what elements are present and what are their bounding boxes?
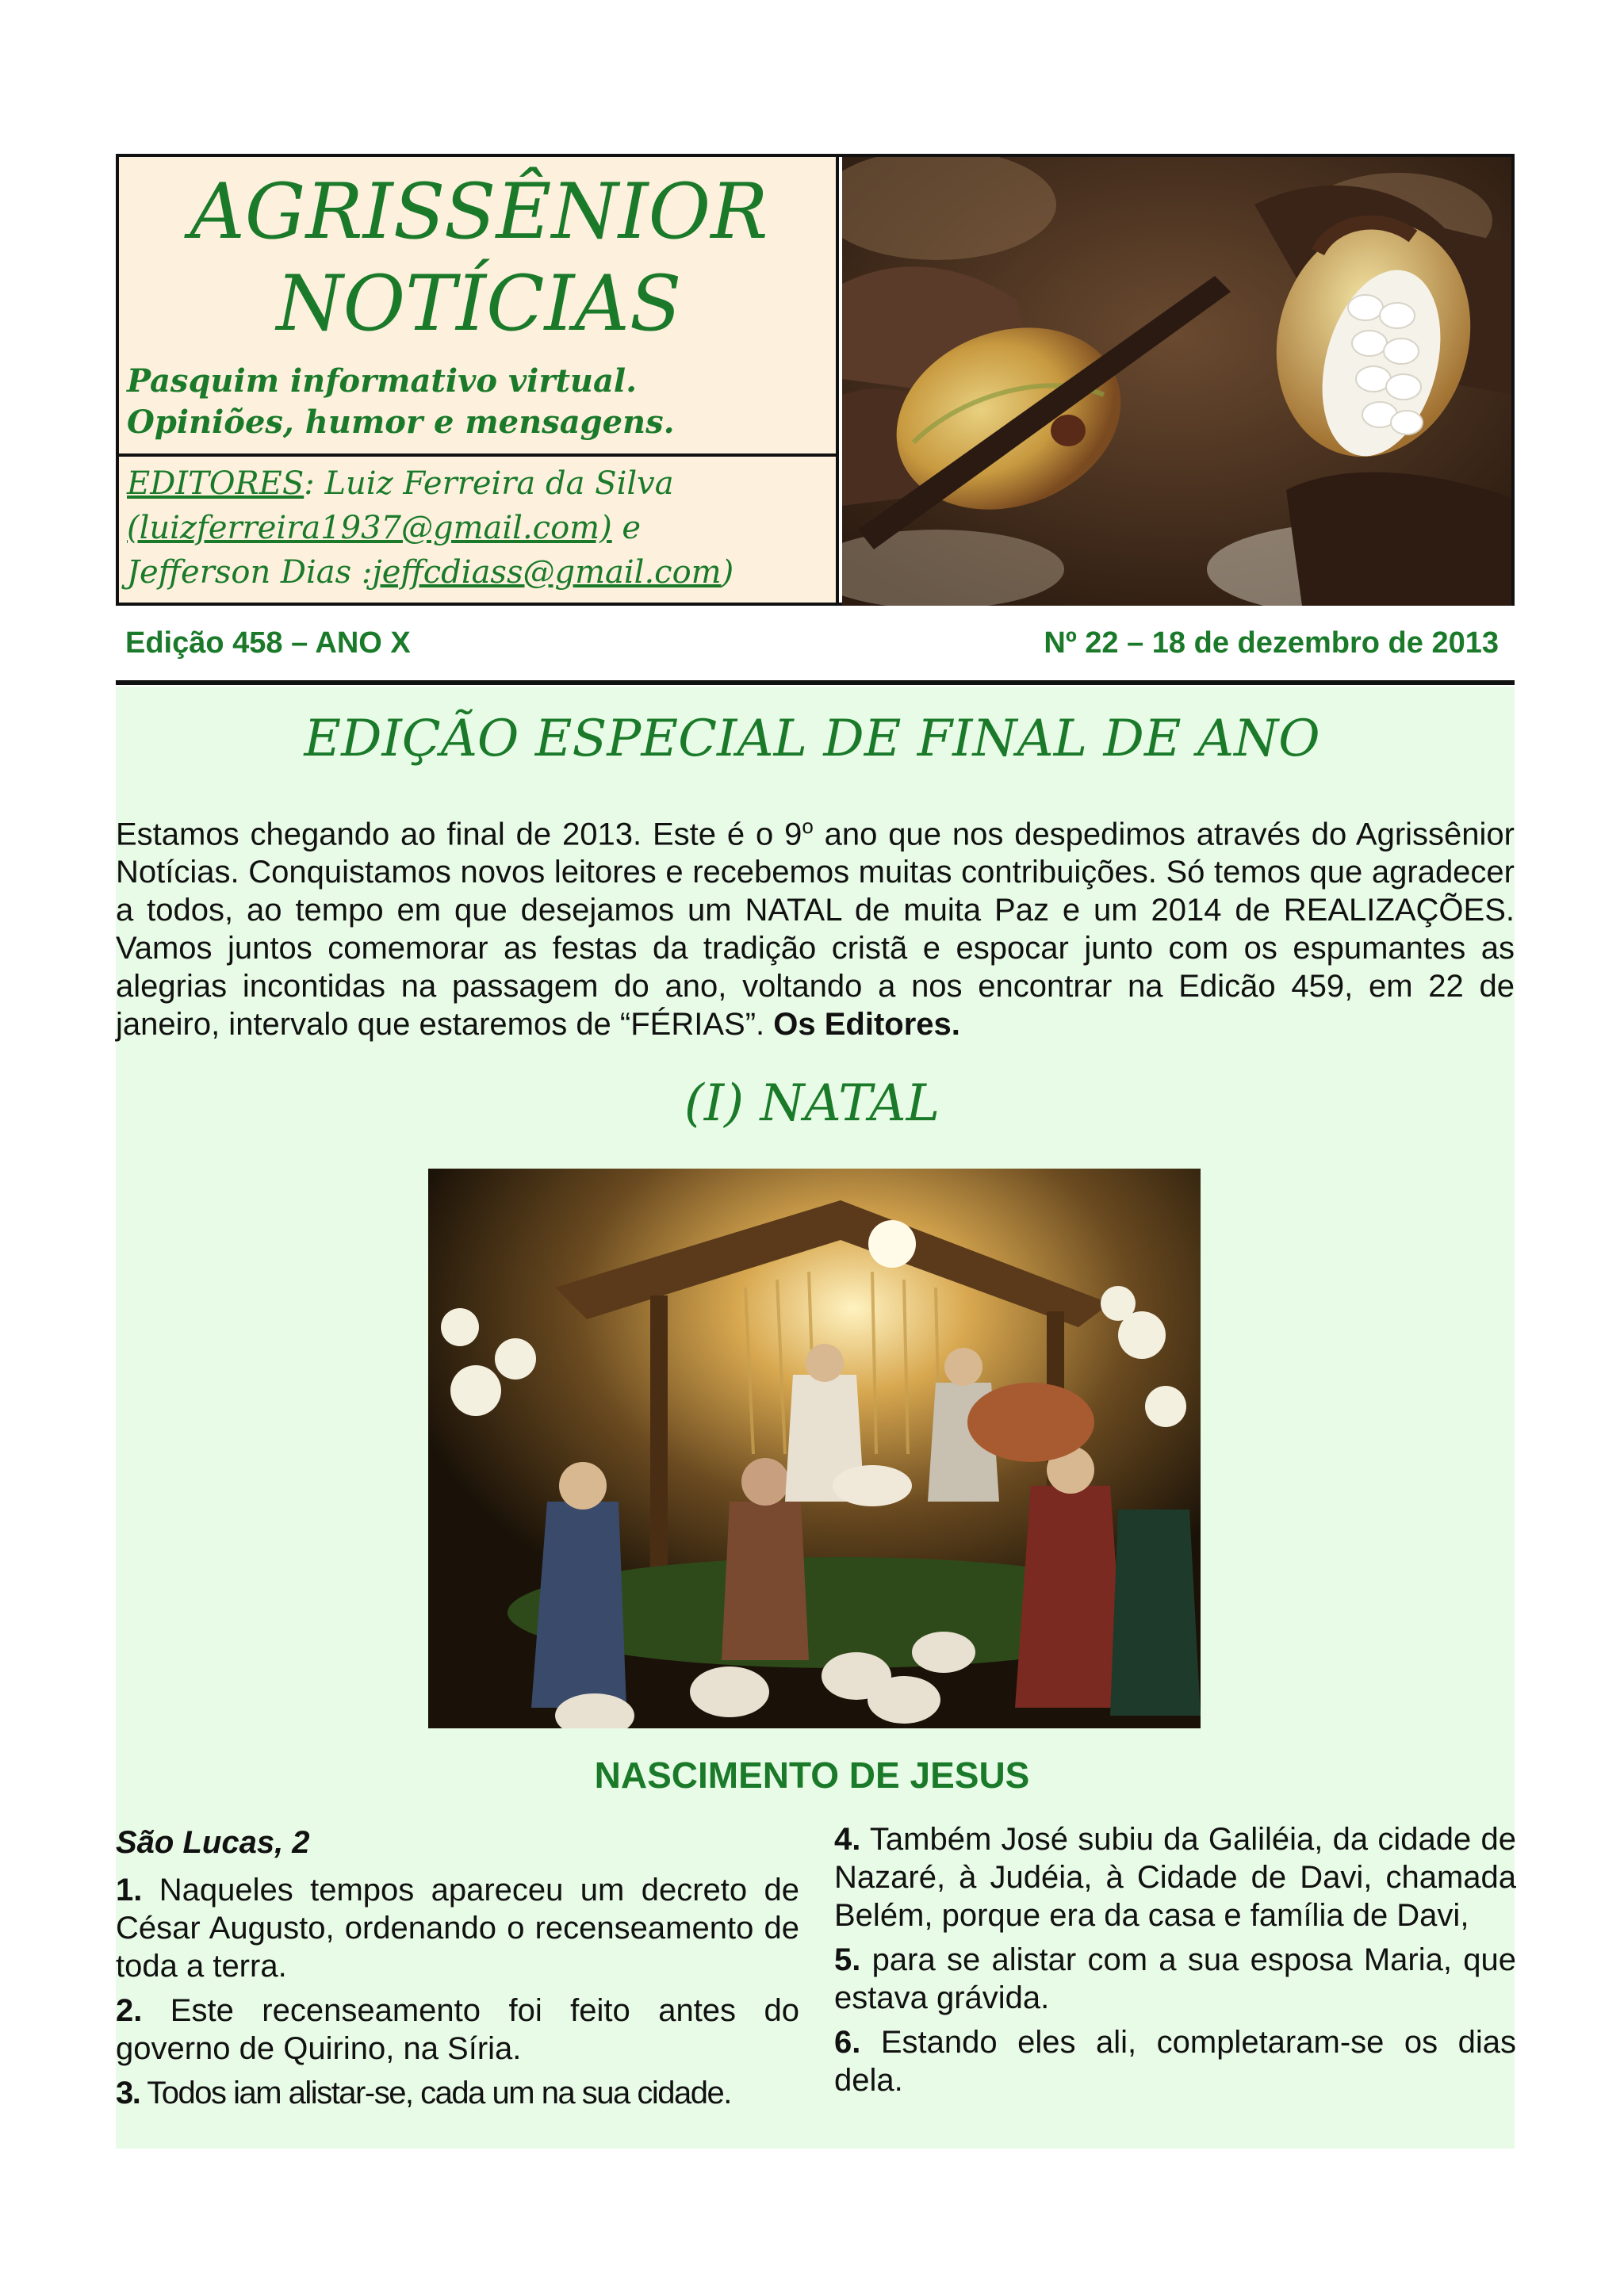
masthead-panel xyxy=(119,157,839,603)
editor1-email-link[interactable]: (luizferreira1937@gmail.com) xyxy=(127,510,612,546)
verse-5 xyxy=(834,1941,1516,2017)
verse-number: 6. xyxy=(834,2025,861,2060)
verse-1 xyxy=(116,1871,799,1985)
verse-text: Estando eles ali, completaram-se os dias dela. xyxy=(834,2025,1516,2098)
edition-bar xyxy=(116,610,1515,682)
nativity-scene-photo xyxy=(428,1169,1201,1728)
editors-and: e xyxy=(611,510,642,546)
issue-date: Nº 22 – 18 de dezembro de 2013 xyxy=(1044,626,1499,660)
verse-text: para se alistar com a sua esposa Maria, que estava grávida. xyxy=(834,1942,1516,2015)
editors-label: EDITORES xyxy=(127,465,304,502)
edition-number: Edição 458 – ANO X xyxy=(125,626,411,660)
cocoa-pod-photo xyxy=(842,157,1511,606)
verses-column-left xyxy=(116,1823,799,2118)
verse-number: 5. xyxy=(834,1942,861,1977)
verse-number: 1. xyxy=(116,1873,143,1908)
verse-number: 3. xyxy=(116,2076,140,2110)
tagline-line1: Pasquim informativo virtual. xyxy=(127,362,638,400)
intro-text-part1: Estamos chegando ao final de 2013. Este é o 9 xyxy=(116,817,802,852)
verse-2 xyxy=(116,1992,799,2068)
editor2-email-link[interactable]: jeffcdiass@gmail.com xyxy=(372,554,722,591)
book-reference: São Lucas, 2 xyxy=(116,1825,310,1860)
intro-signature: Os Editores. xyxy=(773,1007,960,1043)
verse-text: Naqueles tempos apareceu um decreto de César Augusto, ordenando o recenseamento de toda a terra. xyxy=(116,1873,799,1984)
intro-ordinal: o xyxy=(802,814,814,838)
editors-name: : Luiz Ferreira da Silva xyxy=(304,465,674,502)
tagline-line2: Opiniões, humor e mensagens. xyxy=(127,404,675,441)
verse-text: Este recenseamento foi feito antes do governo de Quirino, na Síria. xyxy=(116,1993,799,2066)
special-edition-heading: EDIÇÃO ESPECIAL DE FINAL DE ANO xyxy=(304,710,1320,768)
masthead-box xyxy=(116,154,1515,606)
intro-text-part2: ano que nos despedimos através do Agrissênior Notícias. Conquistamos novos leitores e recebemos muitas contribuições. Só temos que agradecer a todos, ao tempo em que desejamos um NATAL de muita Paz e um 2014 de REALIZAÇÕES. Vamos juntos comemorar as festas da tradição cristã e espocar junto com os espumantes as alegrias incontidas na passagem do ano, voltando a nos encontrar na Edicão 459, em 22 de janeiro, intervalo que estaremos de “FÉRIAS”. xyxy=(116,817,1515,1043)
editor2-suffix: ) xyxy=(721,554,734,591)
editor1-email-line xyxy=(127,506,641,550)
intro-paragraph xyxy=(116,807,1515,1043)
verse-4 xyxy=(834,1820,1516,1934)
verse-3 xyxy=(116,2074,799,2112)
verse-text: Também José subiu da Galiléia, da cidade de Nazaré, à Judéia, à Cidade de Davi, chamada Belém, porque era da casa e família de Davi, xyxy=(834,1822,1516,1933)
verses-column-right xyxy=(834,1820,1516,2106)
newsletter-title-line1: AGRISSÊNIOR xyxy=(190,167,768,256)
header-rule xyxy=(116,680,1515,685)
verse-text: Todos iam alistar-se, cada um na sua cidade. xyxy=(140,2076,731,2110)
natal-section-heading: (I) NATAL xyxy=(684,1074,940,1133)
editor2-line xyxy=(127,550,733,595)
newsletter-title-line2: NOTÍCIAS xyxy=(276,259,682,348)
editor2-name: Jefferson Dias : xyxy=(127,554,373,591)
editors-line xyxy=(127,461,674,506)
nascimento-heading: NASCIMENTO DE JESUS xyxy=(594,1755,1030,1796)
verse-number: 4. xyxy=(834,1822,861,1857)
verse-6 xyxy=(834,2023,1516,2099)
verse-number: 2. xyxy=(116,1993,143,2028)
masthead-divider xyxy=(119,453,836,457)
